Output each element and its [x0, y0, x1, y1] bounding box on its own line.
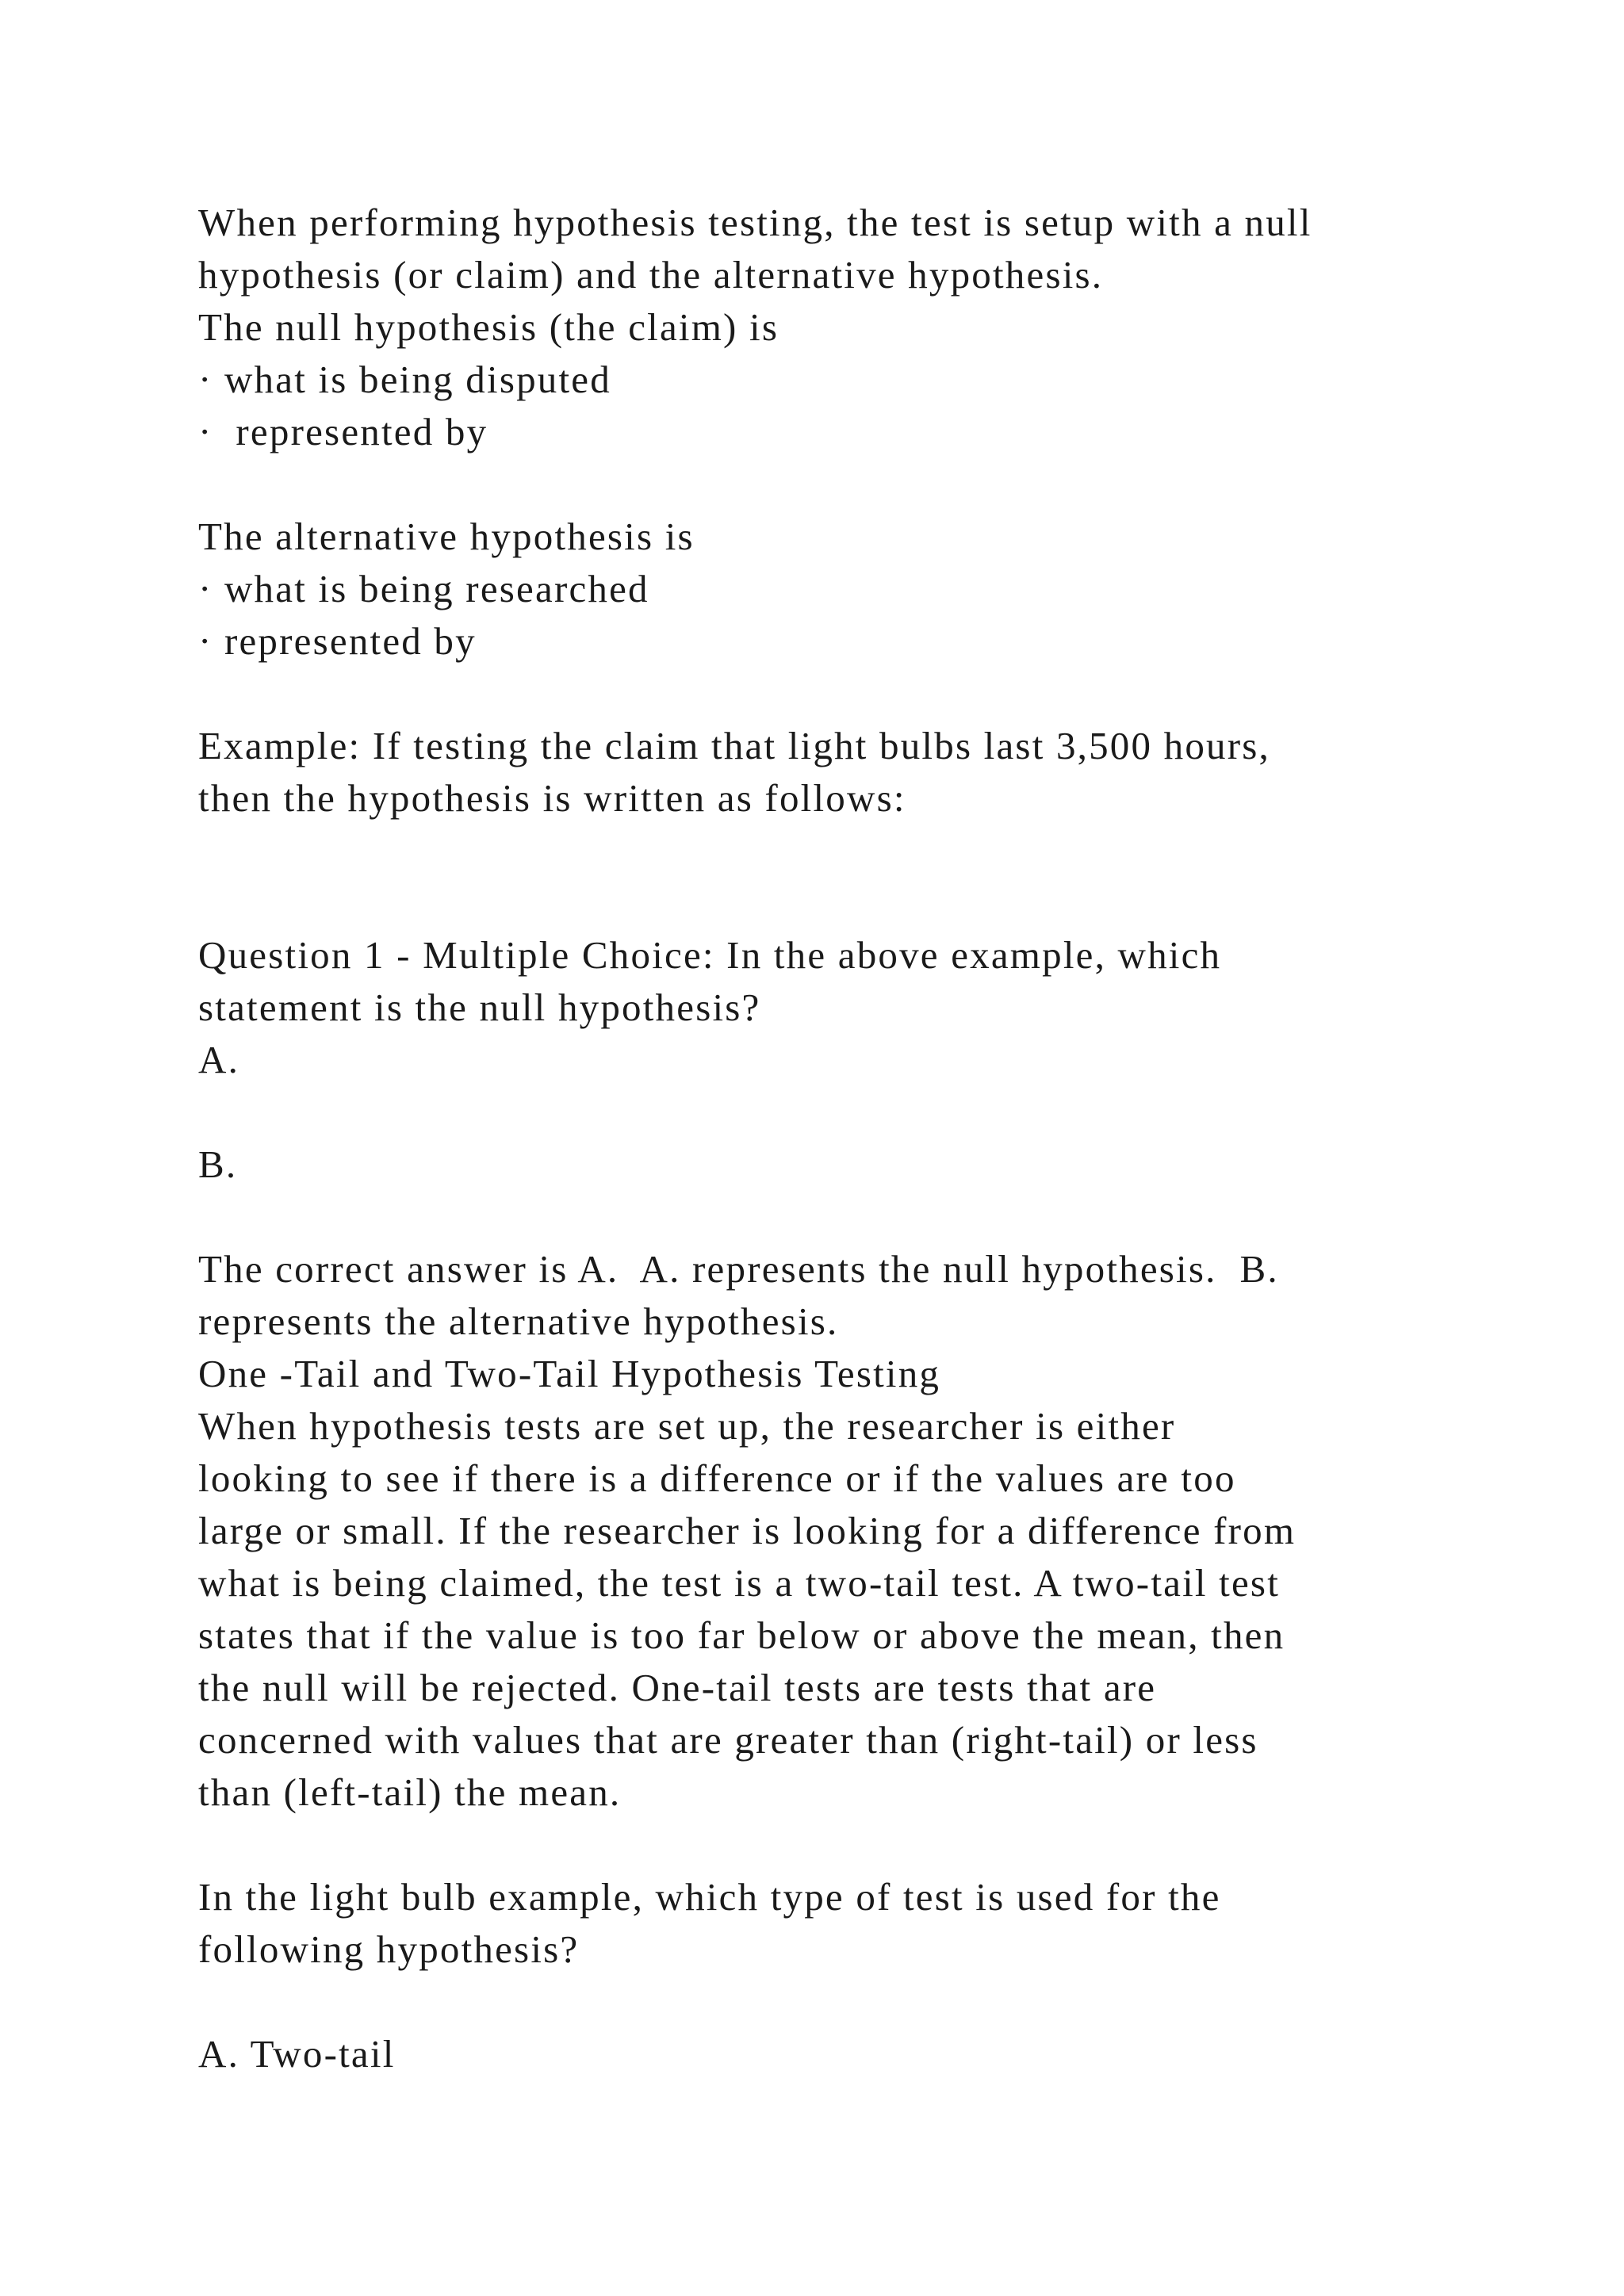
section-body-line: states that if the value is too far below or above the mean, then	[198, 1613, 1285, 1657]
question-1-option-b: B.	[198, 1142, 238, 1186]
question-1-line: Question 1 - Multiple Choice: In the above example, which	[198, 933, 1222, 977]
alternative-hypothesis-heading: The alternative hypothesis is	[198, 515, 695, 558]
intro-line: hypothesis (or claim) and the alternative hypothesis.	[198, 253, 1104, 297]
section-body-line: When hypothesis tests are set up, the researcher is either	[198, 1404, 1176, 1448]
section-body-line: than (left-tail) the mean.	[198, 1770, 622, 1814]
section-body-line: concerned with values that are greater than (right-tail) or less	[198, 1718, 1258, 1762]
section-body-line: looking to see if there is a difference or if the values are too	[198, 1456, 1236, 1500]
section-body-line: large or small. If the researcher is looking for a difference from	[198, 1509, 1297, 1552]
null-bullet: · what is being disputed	[198, 358, 611, 401]
document-body	[198, 197, 1515, 2080]
alternative-bullet: · what is being researched	[198, 567, 649, 610]
question-2-line: In the light bulb example, which type of test is used for the	[198, 1875, 1221, 1919]
null-hypothesis-heading: The null hypothesis (the claim) is	[198, 305, 779, 349]
answer-line: represents the alternative hypothesis.	[198, 1299, 839, 1343]
null-bullet: · represented by	[198, 410, 488, 453]
section-body-line: the null will be rejected. One-tail tests are tests that are	[198, 1666, 1157, 1709]
answer-line: The correct answer is A. A. represents the null hypothesis. B.	[198, 1247, 1279, 1291]
section-body-line: what is being claimed, the test is a two-tail test. A two-tail test	[198, 1561, 1281, 1605]
question-2-option-a: A. Two-tail	[198, 2032, 396, 2076]
intro-line: When performing hypothesis testing, the test is setup with a null	[198, 201, 1312, 244]
section-heading: One -Tail and Two-Tail Hypothesis Testing	[198, 1352, 941, 1395]
example-line: then the hypothesis is written as follows:	[198, 776, 906, 820]
alternative-bullet: · represented by	[198, 619, 477, 663]
example-line: Example: If testing the claim that light bulbs last 3,500 hours,	[198, 724, 1270, 767]
question-1-option-a: A.	[198, 1038, 240, 1081]
question-2-line: following hypothesis?	[198, 1927, 580, 1971]
question-1-line: statement is the null hypothesis?	[198, 985, 761, 1029]
